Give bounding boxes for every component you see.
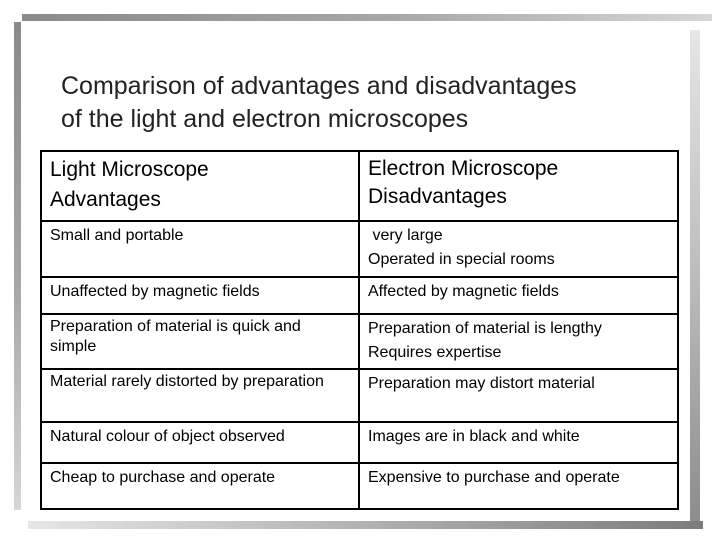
header-light-line-2: Advantages <box>50 188 161 211</box>
cell-advantage: Cheap to purchase and operate <box>41 463 359 509</box>
cell-advantage <box>41 314 359 369</box>
cell-disadvantage-line-1: Preparation of material is lengthy <box>368 320 602 337</box>
table-row <box>41 314 678 369</box>
cell-disadvantage-line-2: Operated in special rooms <box>368 251 555 268</box>
comparison-table <box>40 150 679 510</box>
cell-advantage: Unaffected by magnetic fields <box>41 277 359 314</box>
cell-disadvantage <box>359 314 678 369</box>
slide-title <box>61 70 577 136</box>
cell-advantage: Small and portable <box>41 221 359 277</box>
table-row <box>41 422 678 463</box>
table-row <box>41 369 678 422</box>
header-electron-line-1: Electron Microscope <box>368 157 559 180</box>
header-light-microscope <box>41 151 359 221</box>
header-electron-line-2: Disadvantages <box>368 185 507 208</box>
cell-advantage-text: Material rarely distorted by preparation <box>50 373 324 390</box>
header-light-line-1: Light Microscope <box>50 158 209 181</box>
frame-bar-top <box>22 14 712 21</box>
slide-title-line-1: Comparison of advantages and disadvantages <box>61 72 577 100</box>
cell-disadvantage: Images are in black and white <box>359 422 678 463</box>
cell-advantage <box>41 369 359 422</box>
cell-disadvantage: Preparation may distort material <box>359 369 678 422</box>
slide-title-line-2: of the light and electron microscopes <box>61 105 469 133</box>
header-electron-microscope <box>359 151 678 221</box>
cell-disadvantage <box>359 221 678 277</box>
frame-bar-left <box>14 22 21 510</box>
cell-advantage-text: Preparation of material is quick and simple <box>50 318 301 355</box>
table-row <box>41 463 678 509</box>
cell-disadvantage: Expensive to purchase and operate <box>359 463 678 509</box>
table-header-row <box>41 151 678 221</box>
cell-disadvantage-line-2: Requires expertise <box>368 344 502 361</box>
cell-disadvantage: Affected by magnetic fields <box>359 277 678 314</box>
frame-bar-right <box>690 30 700 525</box>
cell-disadvantage-line-1: very large <box>368 227 443 244</box>
frame-bar-bottom <box>28 521 703 529</box>
cell-advantage: Natural colour of object observed <box>41 422 359 463</box>
table-row <box>41 221 678 277</box>
table-row <box>41 277 678 314</box>
